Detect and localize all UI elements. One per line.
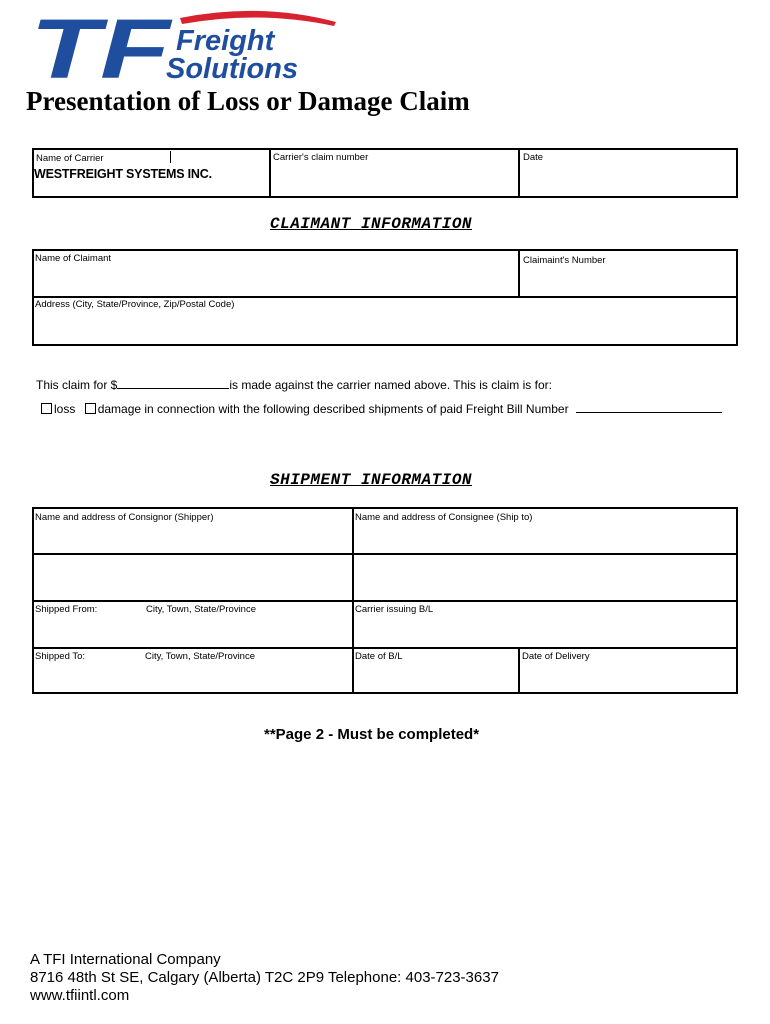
claim-amount-prefix: This claim for $ bbox=[36, 378, 118, 392]
date-of-delivery-field[interactable] bbox=[520, 649, 736, 692]
shipped-from-field[interactable] bbox=[34, 602, 352, 647]
damage-checkbox[interactable] bbox=[85, 403, 96, 414]
shipped-to-field[interactable] bbox=[34, 649, 352, 692]
consignee-label: Name and address of Consignee (Ship to) bbox=[355, 512, 533, 523]
claimant-address-field[interactable] bbox=[34, 298, 736, 344]
consignor-label: Name and address of Consignor (Shipper) bbox=[35, 512, 214, 523]
claimant-number-field[interactable] bbox=[520, 251, 736, 296]
carrier-claim-number-label: Carrier's claim number bbox=[273, 152, 369, 163]
claim-amount-line bbox=[36, 377, 552, 392]
consignee-field[interactable] bbox=[354, 509, 736, 553]
date-of-bl-label: Date of B/L bbox=[355, 651, 403, 662]
footer-website: www.tfiintl.com bbox=[30, 987, 130, 1004]
claimant-name-label: Name of Claimant bbox=[35, 253, 112, 264]
freight-bill-number-input[interactable] bbox=[576, 401, 722, 413]
text-cursor bbox=[170, 151, 171, 163]
page-title: Presentation of Loss or Damage Claim bbox=[26, 86, 470, 116]
tf-freight-solutions-logo bbox=[30, 8, 340, 84]
loss-checkbox[interactable] bbox=[41, 403, 52, 414]
logo-mark: TF bbox=[30, 8, 174, 84]
date-label: Date bbox=[523, 152, 544, 163]
page-2-note: **Page 2 - Must be completed* bbox=[264, 726, 480, 743]
shipped-to-sublabel: City, Town, State/Province bbox=[145, 651, 256, 662]
logo-line-solutions: Solutions bbox=[166, 53, 299, 84]
carrier-name-value: WESTFREIGHT SYSTEMS INC. bbox=[34, 167, 212, 181]
shipped-to-label: Shipped To: bbox=[35, 651, 86, 662]
loss-label: loss bbox=[54, 402, 76, 416]
carrier-name-label: Name of Carrier bbox=[36, 153, 104, 164]
shipped-from-sublabel: City, Town, State/Province bbox=[146, 604, 257, 615]
logo-line-freight: Freight bbox=[176, 25, 275, 57]
claimant-section-heading: CLAIMANT INFORMATION bbox=[270, 215, 473, 233]
consignor-address-field[interactable] bbox=[34, 555, 352, 600]
claim-amount-suffix: is made against the carrier named above. This is claim is for: bbox=[229, 378, 552, 392]
date-of-delivery-label: Date of Delivery bbox=[522, 651, 590, 662]
date-field[interactable] bbox=[520, 150, 736, 196]
logo-swoosh bbox=[180, 11, 336, 26]
carrier-bl-field[interactable] bbox=[354, 602, 736, 647]
shipment-section-heading: SHIPMENT INFORMATION bbox=[270, 471, 473, 489]
claim-type-line bbox=[41, 401, 722, 416]
date-of-bl-field[interactable] bbox=[354, 649, 518, 692]
footer-address: 8716 48th St SE, Calgary (Alberta) T2C 2P9 Telephone: 403-723-3637 bbox=[30, 969, 499, 986]
consignor-field[interactable] bbox=[34, 509, 352, 553]
claim-amount-input[interactable] bbox=[117, 377, 229, 389]
carrier-name-field[interactable] bbox=[34, 150, 269, 196]
claimant-name-field[interactable] bbox=[34, 251, 518, 296]
claimant-number-label: Claimaint's Number bbox=[523, 255, 606, 266]
footer bbox=[30, 951, 499, 1005]
shipped-from-label: Shipped From: bbox=[35, 604, 98, 615]
consignee-address-field[interactable] bbox=[354, 555, 736, 600]
claimant-address-label: Address (City, State/Province, Zip/Postal Code) bbox=[35, 299, 235, 310]
footer-company: A TFI International Company bbox=[30, 951, 221, 968]
carrier-bl-label: Carrier issuing B/L bbox=[355, 604, 434, 615]
carrier-claim-number-field[interactable] bbox=[271, 150, 518, 196]
damage-label: damage in connection with the following described shipments of paid Freight Bill Number bbox=[97, 402, 569, 416]
